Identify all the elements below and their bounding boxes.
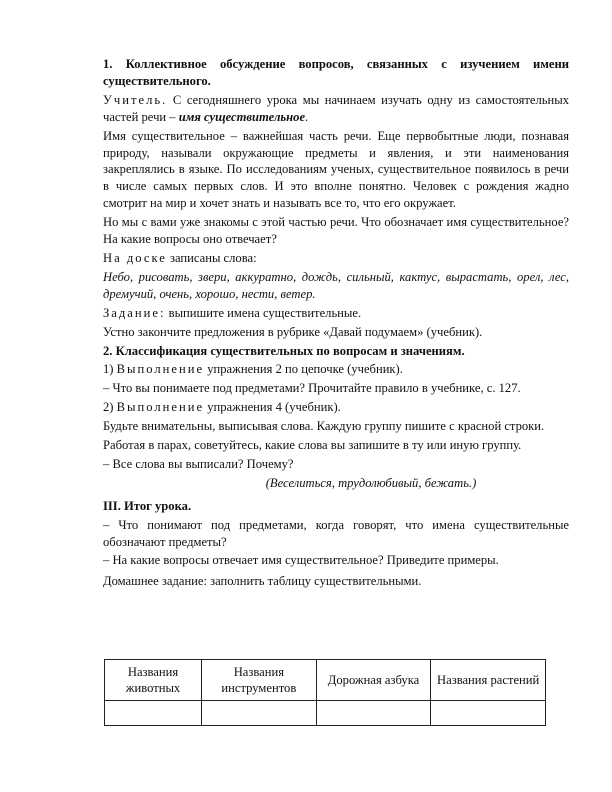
teacher-end: . [305,109,309,124]
attention-paragraph: Будьте внимательны, выписывая слова. Каждую группу пишите с красной строки. [103,419,545,434]
section-3-heading: III. Итог урока. [103,498,192,513]
table-header-cell: Названия инструментов [202,660,317,701]
teacher-paragraph [103,92,569,126]
board-paragraph [103,250,569,267]
table-cell[interactable] [105,701,202,726]
section-1-heading: 1. Коллективное обсуждение вопросов, связанных с изучением имени существительного. [103,57,569,88]
task-text: выпишите имена существительные. [165,305,362,320]
exercise-1-num: 1) [103,362,117,377]
board-label: На доске [103,250,167,265]
summary-question-2: – На какие вопросы отвечает имя существительное? Приведите примеры. [103,553,499,568]
exercise-1 [103,361,569,378]
noun-paragraph: Имя существительное – важнейшая часть речи. Еще первобытные люди, познавая природу, называли окружающие предметы и явления, и эти наименования закреплялись в языке. По исследованиям ученых, существительное появилось в речи в числе самых первых слов. И это вполне понятно. Человек с рождения жадно смотрит на мир и хочет знать и называть все то, что его окружает. [103,128,569,211]
table-cell[interactable] [202,701,317,726]
homework: Домашнее задание: заполнить таблицу существительными. [103,574,422,589]
table-header-cell: Названия растений [431,660,546,701]
document-body [103,56,569,592]
teacher-term: имя существительное [178,109,306,124]
example-words: (Веселиться, трудолюбивый, бежать.) [265,475,477,490]
teacher-text: С сегодняшнего урока мы начинаем изучать одну из самостоятельных частей речи – [103,92,569,124]
finish-sentences: Устно закончите предложения в рубрике «Давай подумаем» (учебник). [103,324,483,339]
exercise-2-num: 2) [103,400,117,415]
exercise-2-text: упражнения 4 (учебник). [204,400,341,415]
task-label: Задание: [103,305,166,320]
table-cell[interactable] [316,701,431,726]
table-header-cell: Дорожная азбука [316,660,431,701]
teacher-label: Учитель. [103,92,168,107]
exercise-1-label: Выполнение [116,362,205,377]
table-cell[interactable] [431,701,546,726]
exercise-2 [103,399,569,416]
table-row [105,701,546,726]
summary-question-1: – Что понимают под предметами, когда говорят, что имена существительные обозначают предметы? [103,517,569,549]
task-paragraph [103,305,569,322]
table-header-cell: Названия животных [105,660,202,701]
exercise-1-text: упражнения 2 по цепочке (учебник). [204,362,403,377]
board-text: записаны слова: [166,250,257,265]
all-words-question: – Все слова вы выписали? Почему? [103,456,294,471]
pairs-paragraph: Работая в парах, советуйтесь, какие слова вы запишите в ту или иную группу. [103,438,522,453]
section-2-heading: 2. Классификация существительных по вопросам и значениям. [103,343,465,358]
question-paragraph: Но мы с вами уже знакомы с этой частью речи. Что обозначает имя существительное? На какие вопросы оно отвечает? [103,215,569,247]
exercise-2-label: Выполнение [116,400,205,415]
board-words: Небо, рисовать, звери, аккуратно, дождь, сильный, кактус, вырастать, орел, лес, дремучий, очень, хорошо, нести, ветер. [103,269,569,301]
exercise-1-question: – Что вы понимаете под предметами? Прочитайте правило в учебнике, с. 127. [103,381,521,396]
homework-table [104,659,546,726]
table-header-row [105,660,546,701]
